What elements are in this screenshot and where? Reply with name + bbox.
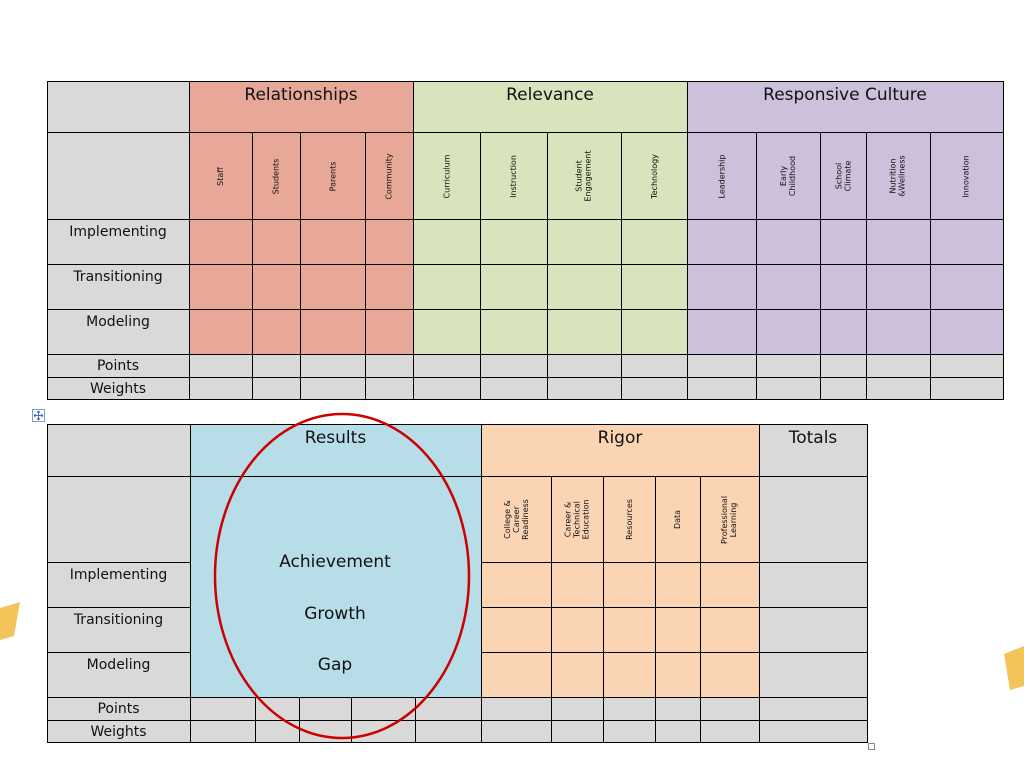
resize-handle[interactable] [868,743,875,750]
group-header-responsive-culture: Responsive Culture [763,85,927,105]
top-row-label-transitioning: Transitioning [73,269,163,285]
group-header-totals: Totals [788,428,838,448]
move-icon[interactable] [32,409,45,422]
top-corner-cell [47,81,189,219]
column-header-parents: Parents [328,161,337,191]
group-header-rigor: Rigor [597,428,643,448]
column-header-professional-learning: Professional Learning [720,495,739,544]
group-header-relationships: Relationships [244,85,358,105]
column-header-early-childhood: Early Childhood [779,155,797,197]
column-header-curriculum: Curriculum [442,154,451,198]
bottom-row-label-weights: Weights [90,723,147,740]
column-header-data: Data [672,509,682,530]
top-row-label-weights: Weights [89,380,147,397]
column-header-resources: Resources [624,499,634,540]
bottom-row-label-modeling: Modeling [86,657,151,673]
column-header-innovation: Innovation [961,154,971,198]
bottom-row-label-transitioning: Transitioning [73,612,164,628]
results-item-growth: Growth [304,604,366,624]
column-header-career-technical-education: Career & Technical Education [563,499,591,540]
top-row-label-points: Points [96,358,140,374]
column-header-nutrition-wellness: Nutrition &Wellness [889,155,907,197]
column-header-technology: Technology [649,153,659,199]
group-header-results: Results [304,428,367,448]
top-row-label-modeling: Modeling [86,314,150,330]
bottom-row-label-implementing: Implementing [69,567,168,583]
top-row-label-implementing: Implementing [69,224,167,240]
column-header-staff: Staff [215,166,225,186]
column-header-leadership: Leadership [717,154,726,198]
group-header-relevance: Relevance [506,85,594,105]
slide-edge-left-decoration [0,598,24,640]
column-header-instruction: Instruction [508,154,518,198]
column-header-students: Students [271,158,281,194]
slide-edge-right-decoration [1004,646,1024,690]
column-header-student-engagement: Student Engagement [575,150,593,202]
results-item-achievement: Achievement [279,552,391,572]
totals-fill [759,424,867,697]
bottom-row-label-points: Points [97,701,140,717]
column-header-school-climate: School Climate [833,160,852,192]
highlight-ellipse [205,405,480,747]
column-header-college-career-readiness: College & Career Readiness [502,499,530,540]
column-header-community: Community [384,152,394,200]
results-item-gap: Gap [317,655,353,675]
